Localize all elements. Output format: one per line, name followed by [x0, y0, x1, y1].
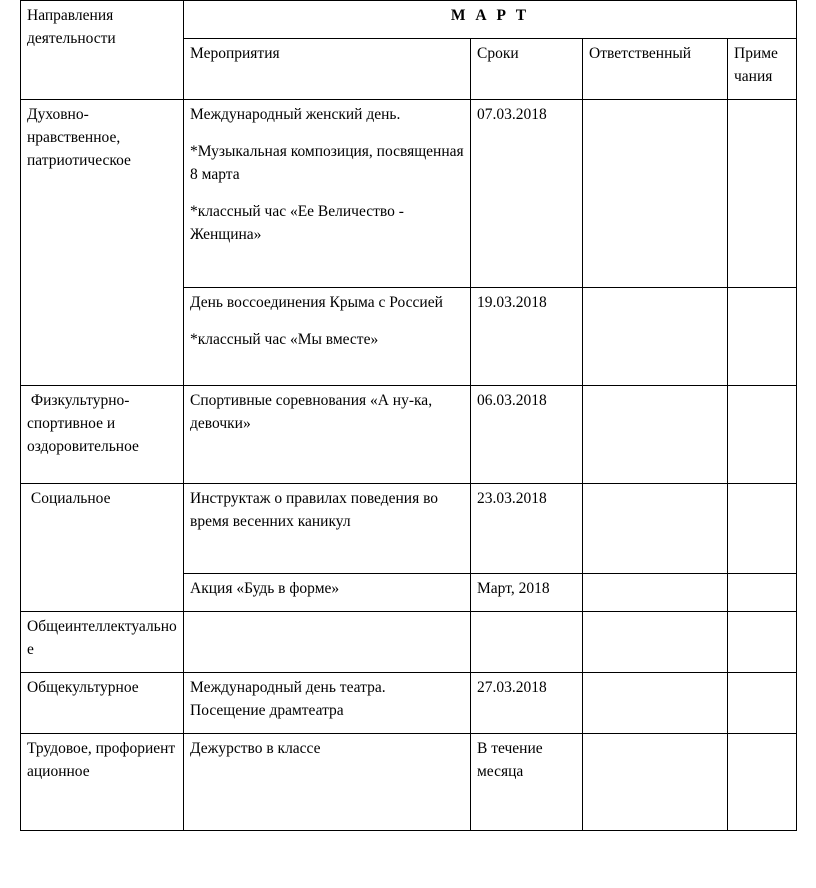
header-directions-cell: [21, 1, 184, 100]
event-date: 19.03.2018: [477, 294, 547, 311]
responsible-cell: [583, 288, 728, 386]
responsible-cell: [583, 574, 728, 612]
direction-label: Общекультурное: [27, 679, 139, 696]
event-cell: [184, 100, 471, 288]
table-row: [21, 734, 797, 831]
event-cell: [184, 612, 471, 673]
header-row-month: [21, 1, 797, 39]
event-date: 23.03.2018: [477, 490, 547, 507]
event-date: 27.03.2018: [477, 679, 547, 696]
event-line: День воссоединения Крыма с Россией: [190, 294, 443, 311]
event-line: Международный день театра. Посещение драмтеатра: [190, 679, 386, 719]
notes-cell: [728, 288, 797, 386]
header-events-cell: [184, 39, 471, 100]
event-date: 07.03.2018: [477, 106, 547, 123]
date-cell: [471, 288, 583, 386]
notes-cell: [728, 386, 797, 484]
event-date: Март, 2018: [477, 580, 550, 597]
date-cell: [471, 484, 583, 574]
responsible-cell: [583, 484, 728, 574]
event-line: Дежурство в классе: [190, 740, 321, 757]
notes-cell: [728, 734, 797, 831]
table-row: [21, 673, 797, 734]
date-cell: [471, 100, 583, 288]
direction-label: Социальное: [27, 490, 111, 507]
date-cell: [471, 386, 583, 484]
notes-cell: [728, 484, 797, 574]
event-line: Акция «Будь в форме»: [190, 580, 340, 597]
event-line: Спортивные соревнования «А ну-ка, девочки»: [190, 392, 433, 432]
header-directions-label: Направления деятельности: [27, 7, 116, 47]
direction-label: Духовно-нравственное, патриотическое: [27, 106, 131, 169]
event-line: *Музыкальная композиция, посвященная 8 марта: [190, 143, 464, 183]
table-row: [21, 612, 797, 673]
event-cell: [184, 734, 471, 831]
date-cell: [471, 734, 583, 831]
event-cell: [184, 288, 471, 386]
event-date: 06.03.2018: [477, 392, 547, 409]
notes-cell: [728, 673, 797, 734]
responsible-cell: [583, 673, 728, 734]
responsible-cell: [583, 734, 728, 831]
event-line: *классный час «Ее Величество - Женщина»: [190, 203, 404, 243]
responsible-cell: [583, 386, 728, 484]
header-month-cell: [184, 1, 797, 39]
header-dates-label: Сроки: [477, 45, 519, 62]
header-dates-cell: [471, 39, 583, 100]
table-row: [21, 386, 797, 484]
header-notes-label: Приме чания: [734, 45, 778, 85]
date-cell: [471, 612, 583, 673]
event-cell: [184, 574, 471, 612]
event-cell: [184, 386, 471, 484]
table-row: [21, 484, 797, 574]
direction-label: Физкультурно-спортивное и оздоровительное: [27, 392, 139, 455]
notes-cell: [728, 574, 797, 612]
direction-cell: [21, 386, 184, 484]
header-events-label: Мероприятия: [190, 45, 280, 62]
event-cell: [184, 673, 471, 734]
table-row: [21, 100, 797, 288]
header-responsible-label: Ответственный: [589, 45, 692, 62]
event-date: В течение месяца: [477, 740, 543, 780]
event-line: Международный женский день.: [190, 106, 401, 123]
header-responsible-cell: [583, 39, 728, 100]
notes-cell: [728, 100, 797, 288]
event-line: *классный час «Мы вместе»: [190, 331, 379, 348]
direction-cell: [21, 612, 184, 673]
responsible-cell: [583, 100, 728, 288]
date-cell: [471, 673, 583, 734]
plan-table: [20, 0, 797, 831]
responsible-cell: [583, 612, 728, 673]
notes-cell: [728, 612, 797, 673]
event-cell: [184, 484, 471, 574]
direction-cell: [21, 100, 184, 386]
direction-cell: [21, 484, 184, 612]
month-title: М А Р Т: [450, 7, 530, 24]
header-notes-cell: [728, 39, 797, 100]
event-line: Инструктаж о правилах поведения во время весенних каникул: [190, 490, 439, 530]
direction-label: Трудовое, профориентационное: [27, 740, 176, 780]
date-cell: [471, 574, 583, 612]
direction-cell: [21, 734, 184, 831]
direction-label: Общеинтеллектуальное: [27, 618, 177, 658]
direction-cell: [21, 673, 184, 734]
